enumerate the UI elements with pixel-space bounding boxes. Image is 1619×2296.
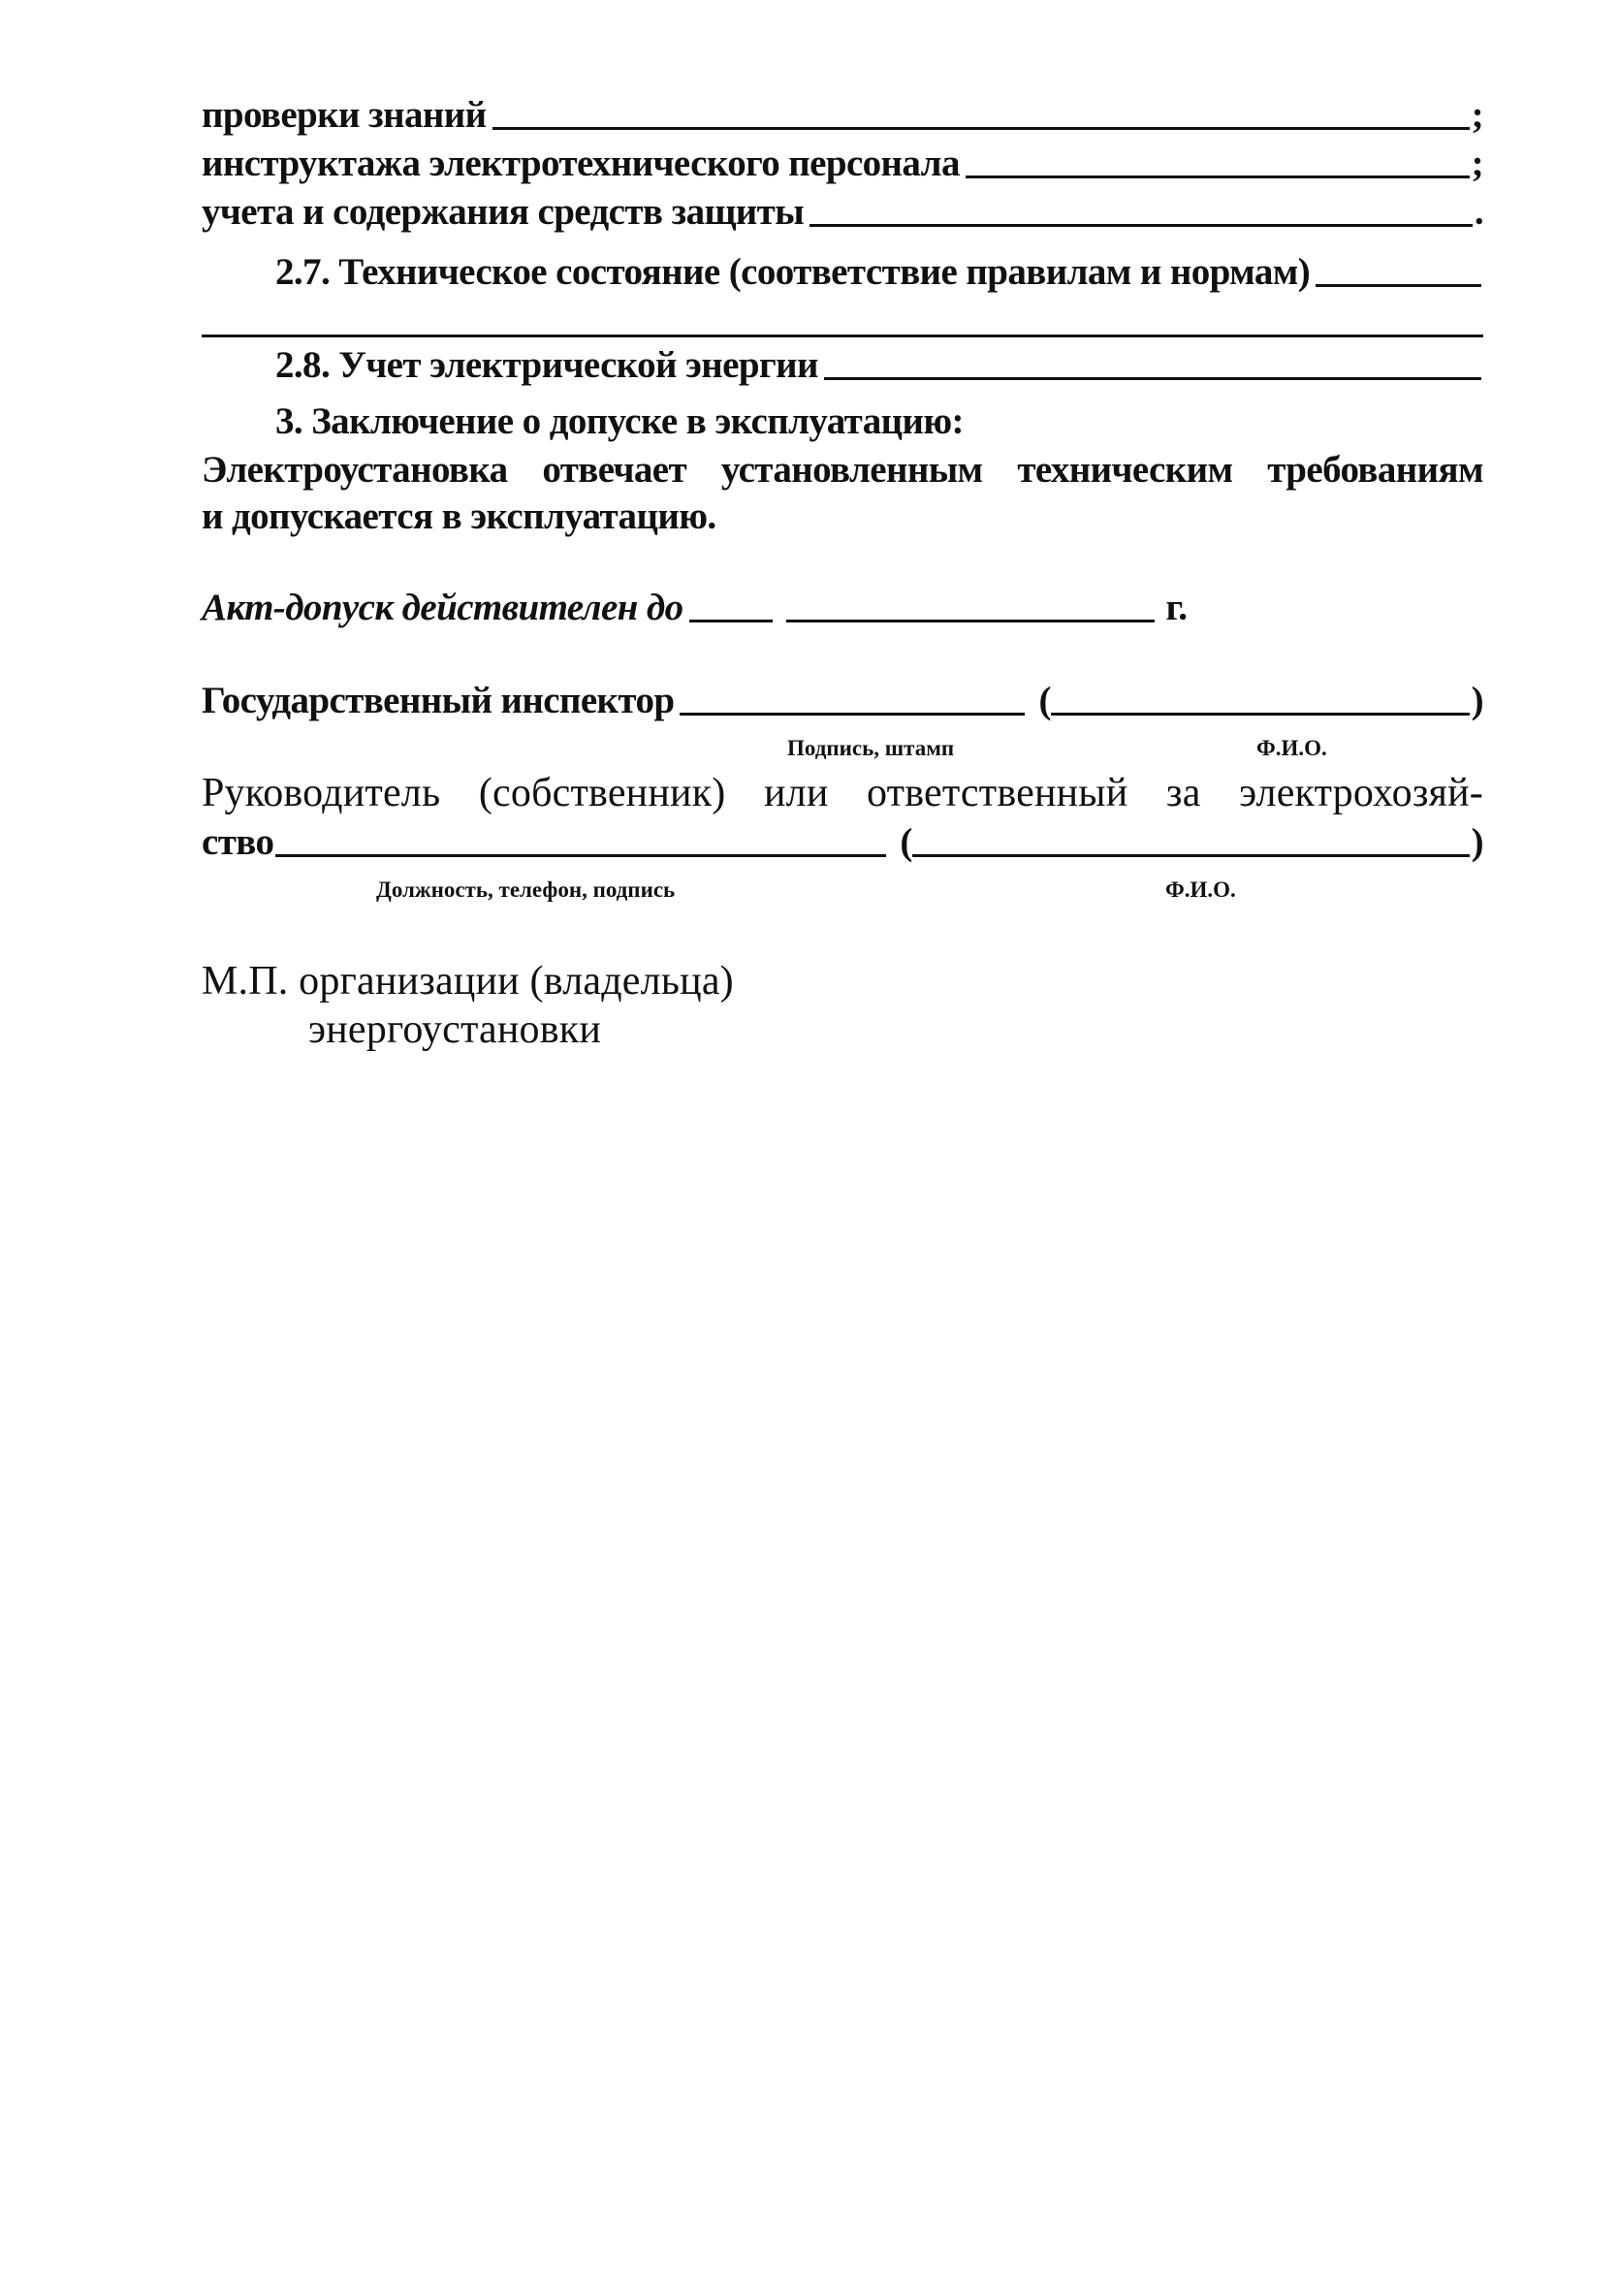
protection-means-field[interactable] (810, 224, 1473, 227)
knowledge-check-label: проверки знаний (202, 94, 487, 136)
head-open-paren: ( (900, 821, 912, 863)
head-caption-name: Ф.И.О. (1165, 877, 1236, 902)
head-caption-position: Должность, телефон, подпись (376, 877, 676, 902)
conclusion-text-1: Электроустановка отвечает установленным техническим требованиям (202, 449, 1483, 491)
head-line1 (202, 770, 1483, 816)
inspector-label: Государственный инспектор (202, 680, 675, 721)
inspector-name-field[interactable] (1051, 713, 1470, 716)
head-name-field[interactable] (912, 854, 1470, 857)
tech-state-field[interactable] (1316, 284, 1481, 287)
briefing-field[interactable] (966, 175, 1470, 178)
conclusion-text-line1 (202, 448, 1483, 493)
inspector-sign-field[interactable] (680, 713, 1025, 716)
head-position-field[interactable] (275, 854, 886, 857)
tech-state-row (275, 250, 1483, 295)
head-label-1: Руководитель (собственник) или ответственный за электрохозяй- (202, 771, 1483, 815)
tech-state-extra-line[interactable] (202, 335, 1483, 337)
inspector-open-paren: ( (1038, 680, 1051, 721)
act-year-suffix: г. (1165, 587, 1188, 628)
protection-means-label: учета и содержания средств защиты (202, 191, 805, 233)
briefing-label: инструктажа электротехнического персонала (202, 143, 960, 184)
tech-state-label: 2.7. Техническое состояние (соответствие правилам и нормам) (275, 251, 1311, 293)
stamp-text-1: М.П. организации (владельца) (202, 959, 734, 1004)
head-label-2: ство (202, 821, 274, 863)
inspector-caption-sign: Подпись, штамп (787, 736, 955, 760)
energy-accounting-label: 2.8. Учет электрической энергии (275, 344, 818, 386)
conclusion-text-line2 (202, 494, 1483, 539)
act-validity-label: Акт-допуск действителен до (202, 587, 683, 628)
head-close-paren: ) (1471, 821, 1483, 863)
energy-accounting-field[interactable] (824, 377, 1481, 380)
protection-means-row (202, 190, 1483, 235)
act-validity-row (202, 586, 1483, 630)
knowledge-check-row (202, 93, 1483, 138)
briefing-end: ; (1471, 143, 1483, 184)
stamp-line1 (202, 958, 1483, 1004)
conclusion-text-2: и допускается в эксплуатацию. (202, 495, 716, 537)
inspector-close-paren: ) (1471, 680, 1483, 721)
knowledge-check-end: ; (1471, 94, 1483, 136)
conclusion-heading-text: 3. Заключение о допуске в эксплуатацию: (275, 400, 964, 442)
act-day-field[interactable] (689, 620, 773, 622)
act-month-field[interactable] (786, 620, 1155, 622)
briefing-row (202, 142, 1483, 186)
stamp-text-2: энергоустановки (308, 1007, 602, 1052)
protection-means-end: . (1474, 191, 1483, 233)
energy-accounting-row (275, 343, 1483, 388)
inspector-row (202, 679, 1483, 723)
knowledge-check-field[interactable] (492, 127, 1470, 130)
head-row (202, 820, 1483, 865)
conclusion-heading (275, 399, 1483, 444)
stamp-line2 (308, 1006, 1483, 1053)
inspector-caption-name: Ф.И.О. (1256, 736, 1327, 760)
